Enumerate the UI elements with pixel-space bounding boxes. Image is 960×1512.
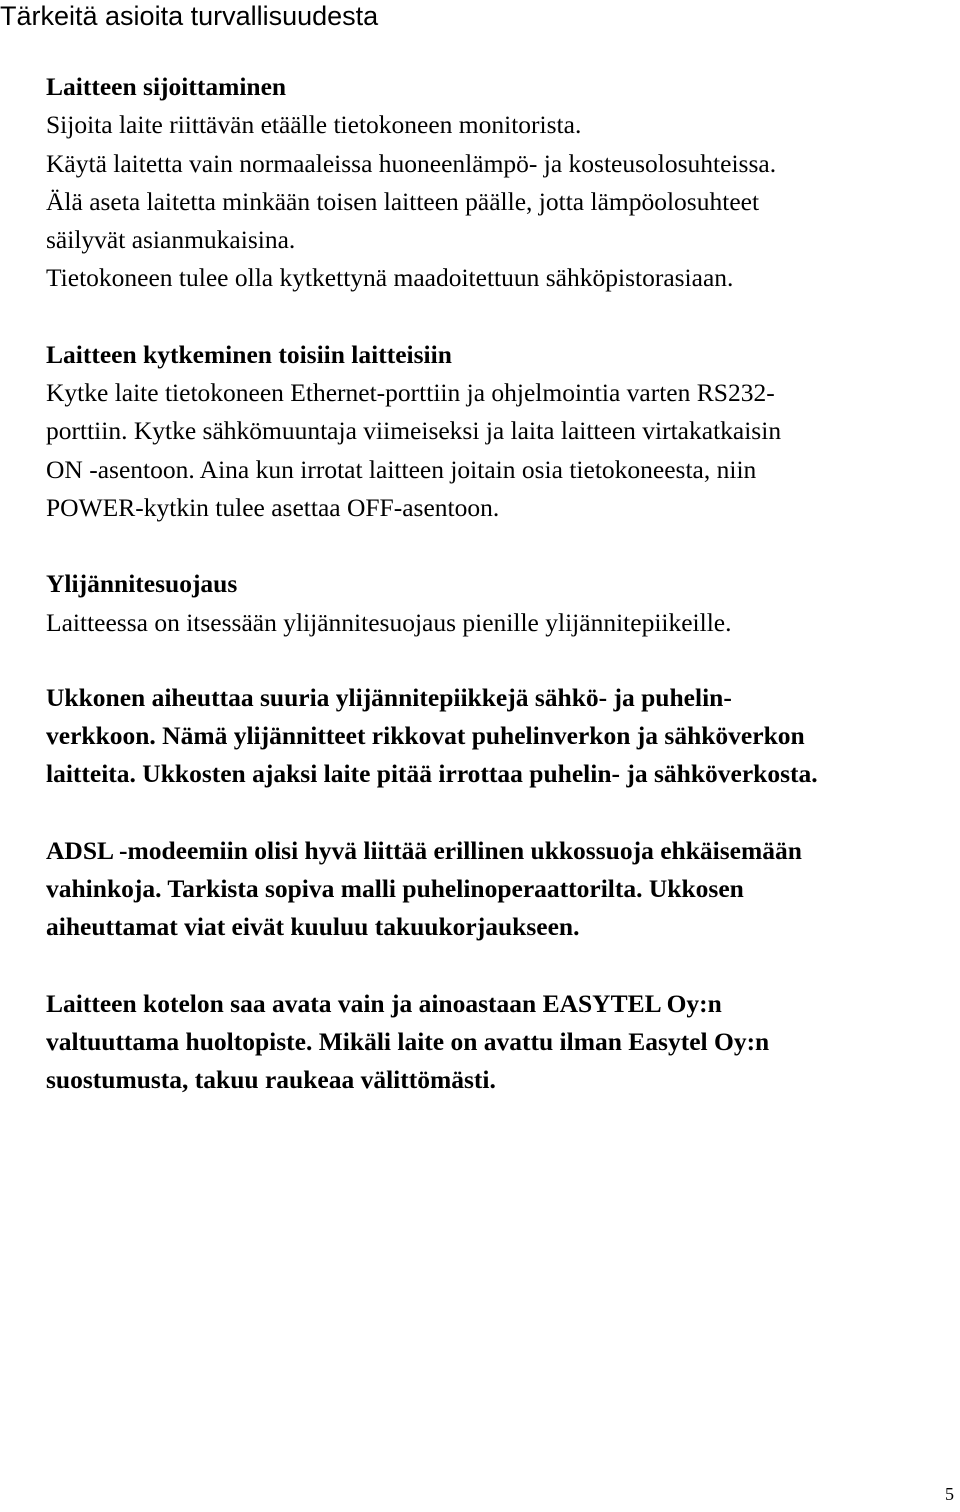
- body-line: POWER-kytkin tulee asettaa OFF-asentoon.: [46, 492, 500, 522]
- warning-paragraph-lightning: [46, 679, 956, 794]
- page-title: Tärkeitä asioita turvallisuudesta: [0, 1, 379, 31]
- body-line: Sijoita laite riittävän etäälle tietokoneen monitorista.: [46, 110, 582, 140]
- warning-line: aiheuttamat viat eivät kuuluu takuukorjaukseen.: [46, 912, 580, 942]
- body-line: Käytä laitetta vain normaaleissa huoneenlämpö- ja kosteusolosuhteissa.: [46, 148, 777, 178]
- warning-paragraph-warranty: [46, 985, 956, 1100]
- section-heading: Ylijännitesuojaus: [46, 569, 238, 599]
- body-line: Laitteessa on itsessään ylijännitesuojaus pienille ylijännitepiikeille.: [46, 607, 732, 637]
- body-line: ON -asentoon. Aina kun irrotat laitteen joitain osia tietokoneesta, niin: [46, 454, 757, 484]
- body-line: säilyvät asianmukaisina.: [46, 225, 296, 255]
- body-line: Tietokoneen tulee olla kytkettynä maadoitettuun sähköpistorasiaan.: [46, 263, 734, 293]
- body-line: porttiin. Kytke sähkömuuntaja viimeiseksi ja laita laitteen virtakatkaisin: [46, 416, 782, 446]
- section-heading: Laitteen kytkeminen toisiin laitteisiin: [46, 339, 452, 369]
- warning-line: ADSL -modeemiin olisi hyvä liittää erillinen ukkossuoja ehkäisemään: [46, 835, 802, 865]
- section-laitteen-sijoittaminen: [46, 68, 956, 298]
- warning-line: suostumusta, takuu raukeaa välittömästi.: [46, 1065, 496, 1095]
- warning-line: Ukkonen aiheuttaa suuria ylijännitepiikkejä sähkö- ja puhelin-: [46, 682, 732, 712]
- body-line: Kytke laite tietokoneen Ethernet-porttiin ja ohjelmointia varten RS232-: [46, 378, 775, 408]
- warning-line: vahinkoja. Tarkista sopiva malli puhelinoperaattorilta. Ukkosen: [46, 874, 744, 904]
- section-laitteen-kytkeminen: [46, 336, 956, 527]
- document-body: [46, 68, 956, 1100]
- warning-line: verkkoon. Nämä ylijännitteet rikkovat puhelinverkon ja sähköverkon: [46, 721, 805, 751]
- body-line: Älä aseta laitetta minkään toisen laitteen päälle, jotta lämpöolosuhteet: [46, 186, 760, 216]
- warning-line: laitteita. Ukkosten ajaksi laite pitää irrottaa puhelin- ja sähköverkosta.: [46, 759, 818, 789]
- warning-line: Laitteen kotelon saa avata vain ja ainoastaan EASYTEL Oy:n: [46, 988, 722, 1018]
- section-heading: Laitteen sijoittaminen: [46, 72, 287, 101]
- page-number: 5: [945, 1484, 954, 1504]
- warning-paragraph-adsl: [46, 832, 956, 947]
- section-ylijannitesuojaus: [46, 565, 956, 642]
- warning-line: valtuuttama huoltopiste. Mikäli laite on avattu ilman Easytel Oy:n: [46, 1026, 770, 1056]
